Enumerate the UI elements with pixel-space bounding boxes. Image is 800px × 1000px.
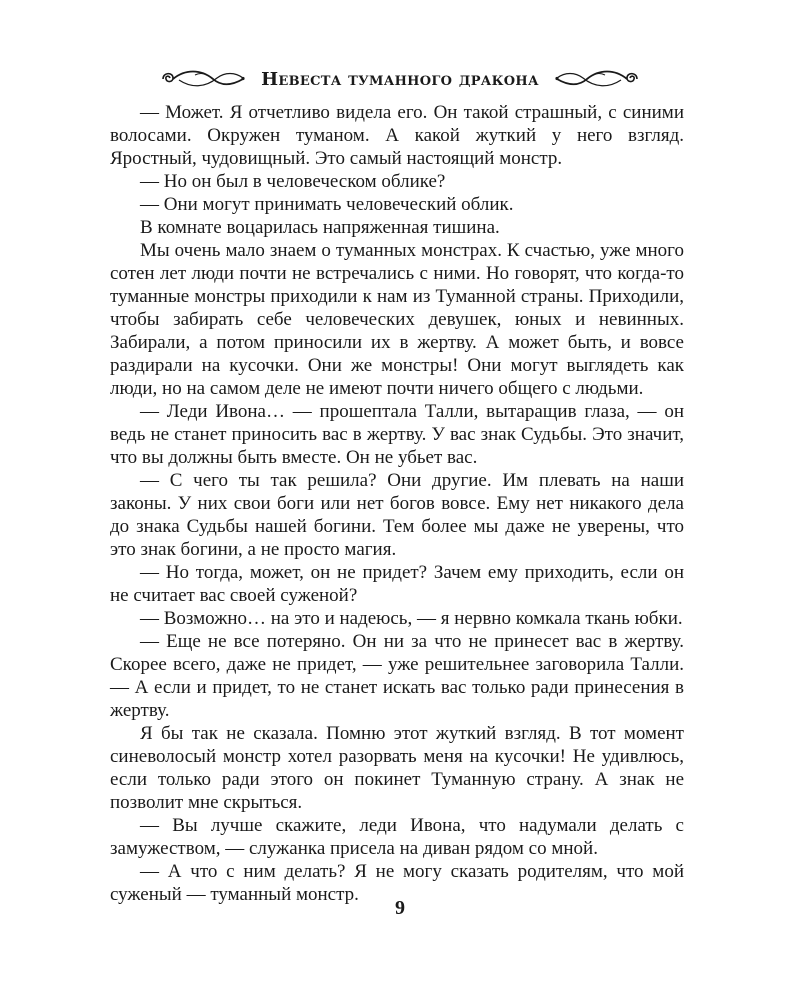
paragraph: — Возможно… на это и надеюсь, — я нервно комкала ткань юбки. — [140, 608, 683, 629]
page-number: 9 — [395, 897, 405, 919]
paragraph: — Еще не все потеряно. Он ни за что не принесет вас в жертву. Скорее всего, даже не придет, — уже решительнее заговорила Талли. — А если и придет, то не станет искать вас только ради принесения в жертву. — [110, 631, 684, 721]
paragraph: — С чего ты так решила? Они другие. Им плевать на наши законы. У них свои боги или нет богов вовсе. Ему нет никакого дела до знака Судьбы нашей богини. Тем более мы даже не уверены, что это знак богини, а не просто магия. — [110, 470, 684, 560]
paragraph: — Они могут принимать человеческий облик. — [140, 194, 514, 215]
running-header-title: Невеста туманного дракона — [261, 68, 539, 90]
paragraph: Мы очень мало знаем о туманных монстрах. К счастью, уже много сотен лет люди почти не встречались с ними. Но говорят, что когда-то туманные монстры приходили к нам из Туманной страны. Приходили, чтобы забирать себе человеческих девушек, юных и невинных. Забирали, а потом приносили их в жертву. А может быть, и вовсе раздирали на кусочки. Они же монстры! Они могут выглядеть как люди, но на самом деле не имеют почти ничего общего с людьми. — [110, 240, 684, 399]
left-flourish-icon — [155, 66, 247, 92]
paragraph: — Но он был в человеческом облике? — [140, 171, 446, 192]
body-text — [110, 101, 684, 906]
paragraph: — Вы лучше скажите, леди Ивона, что надумали делать с замужеством, — служанка присела на диван рядом со мной. — [110, 815, 684, 859]
paragraph: — Может. Я отчетливо видела его. Он такой страшный, с синими волосами. Окружен туманом. А какой жуткий у него взгляд. Яростный, чудовищный. Это самый настоящий монстр. — [110, 102, 684, 169]
paragraph: — Леди Ивона… — прошептала Талли, вытаращив глаза, — он ведь не станет приносить вас в жертву. У вас знак Судьбы. Это значит, что вы должны быть вместе. Он не убьет вас. — [110, 401, 684, 468]
paragraph: — А что с ним делать? Я не могу сказать родителям, что мой суженый — туманный монстр. — [110, 861, 684, 905]
right-flourish-icon — [553, 66, 645, 92]
paragraph: Я бы так не сказала. Помню этот жуткий взгляд. В тот момент синеволосый монстр хотел разорвать меня на кусочки! Не удивлюсь, если только ради этого он покинет Туманную страну. А знак не позволит мне скрыться. — [110, 723, 684, 813]
running-header — [0, 62, 800, 96]
paragraph: — Но тогда, может, он не придет? Зачем ему приходить, если он не считает вас своей суженой? — [110, 562, 684, 606]
paragraph: В комнате воцарилась напряженная тишина. — [140, 217, 500, 238]
